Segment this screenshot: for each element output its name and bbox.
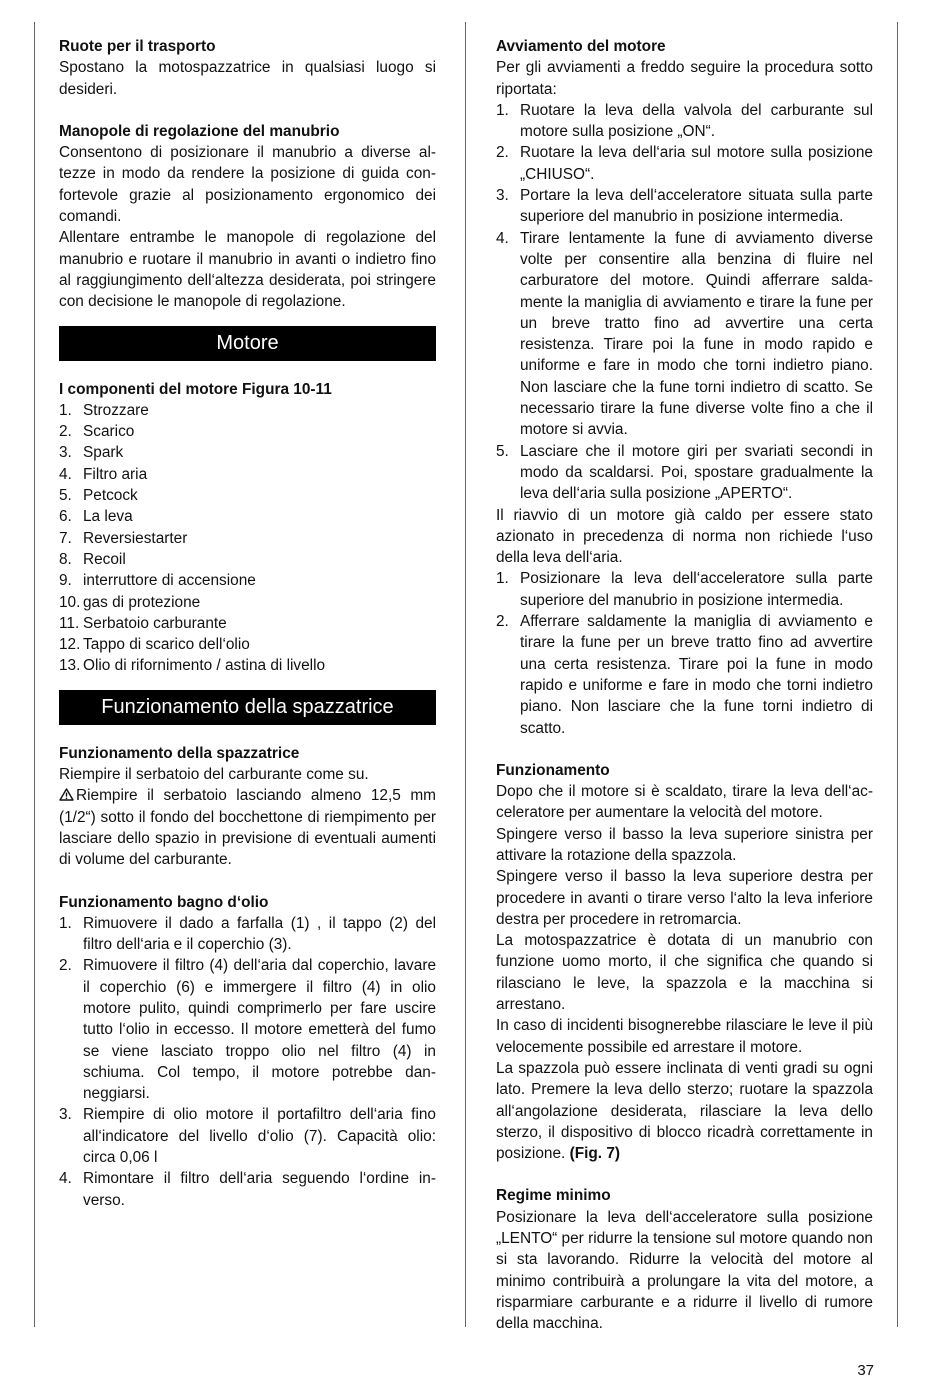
list-item: 2. Scarico xyxy=(59,423,135,441)
warning-icon xyxy=(59,788,74,801)
operation-paragraph: In caso di incidenti bisognerebbe rilasciare le leve il più velocemente possibile ed arrestare il motore. xyxy=(496,1017,873,1056)
list-item: 3. Riempire di olio motore il portafiltro dell‘aria fino all‘indicatore del livello d‘olio (7). Capacità olio: circa 0,06 l xyxy=(59,1106,436,1167)
list-item: 3. Spark xyxy=(59,444,124,462)
fuel-warning-text: Riempire il serbatoio lasciando almeno 12,5 mm (1/2“) sotto il fondo del bocchettone di riempimento per lasciare dello spazio in previsione di eventuali aumenti di volume del carburante. xyxy=(59,787,436,869)
list-item: 13. Olio di rifornimento / astina di livello xyxy=(59,657,326,675)
operation-paragraph: Spingere verso il basso la leva superiore destra per procedere in avanti o tirare verso l‘alto la leva inferiore destra per procedere in retromarcia. xyxy=(496,868,873,928)
operation-paragraph: La motospazzatrice è dotata di un manubrio con funzione uomo morto, il che significa che quando si rilasciano le leve, la spazzola e la macchina si arrestano. xyxy=(496,932,873,1014)
right-column xyxy=(496,36,873,1335)
list-item: 2. Ruotare la leva dell‘aria sul motore sulla posizione „CHIUSO“. xyxy=(496,144,873,183)
left-column xyxy=(59,36,436,1211)
idle-speed-text: Posizionare la leva dell‘acceleratore sulla posizione „LENTO“ per ridurre la tensione sul motore quando non si sta lavorando. Ridurre la velocità del motore al minimo contribuirà a prolungare la vita del motore, a risparmiare carburante e a ridurre il livello di rumore della macchina. xyxy=(496,1208,873,1333)
warm-start-steps xyxy=(496,568,873,738)
list-item: 1. Rimuovere il dado a farfalla (1) , il tappo (2) del filtro dell‘aria e il coperchio (3). xyxy=(59,914,436,954)
list-item: 1. Strozzare xyxy=(59,401,149,419)
handlebar-knobs-text: Consentono di posizionare il manubrio a diverse altezze in modo da rendere la posizione di guida confortevole grazie al posizionamento ergonomico dei comandi. xyxy=(59,144,436,226)
list-item: 4. Rimontare il filtro dell‘aria seguendo l‘ordine inverso. xyxy=(59,1170,436,1209)
handlebar-knobs-heading: Manopole di regolazione del manubrio xyxy=(59,122,340,140)
engine-start-intro: Per gli avviamenti a freddo seguire la procedura sotto riportata: xyxy=(496,59,873,98)
engine-components-list xyxy=(59,400,436,677)
list-item: 10. gas di protezione xyxy=(59,593,201,611)
list-item: 11. Serbatoio carburante xyxy=(59,614,227,632)
engine-components-heading: I componenti del motore Figura 10-11 xyxy=(59,380,332,398)
list-item: 3. Portare la leva dell‘acceleratore situata sulla parte superiore del manubrio in posizione intermedia. xyxy=(496,187,873,226)
oil-bath-steps xyxy=(59,913,436,1211)
operation-heading: Funzionamento xyxy=(496,761,610,779)
engine-start-heading: Avviamento del motore xyxy=(496,38,666,55)
sweeper-operation-banner: Funzionamento della spazzatrice xyxy=(59,690,436,725)
list-item: 1. Posizionare la leva dell‘acceleratore sulla parte superiore del manubrio in posizione intermedia. xyxy=(496,570,873,609)
operation-paragraph: Spingere verso il basso la leva superiore sinistra per attivare la rotazione della spazzola. xyxy=(496,825,873,864)
transport-wheels-text: Spostano la motospazzatrice in qualsiasi luogo si desideri. xyxy=(59,59,436,98)
list-item: 12. Tappo di scarico dell‘olio xyxy=(59,636,250,654)
sweeper-operation-heading: Funzionamento della spazzatrice xyxy=(59,744,300,762)
list-item: 5. Lasciare che il motore giri per svariati secondi in modo da scaldarsi. Poi, spostare gradualmente la leva dell‘aria sulla posizione „APERTO“. xyxy=(496,442,873,503)
list-item: 1. Ruotare la leva della valvola del carburante sul motore sulla posizione „ON“. xyxy=(496,101,873,141)
list-item: 2. Rimuovere il filtro (4) dell‘aria dal coperchio, lavare il coperchio (6) e immergere il filtro (4) in olio motore pulito, quindi comprimerlo per fare uscire tutto l‘olio in eccesso. Il motore emetterà del fumo se viene lasciato troppo olio nel filtro (4) in schiuma. Col tempo, il motore potrebbe danneggiarsi. xyxy=(59,957,436,1103)
idle-speed-heading: Regime minimo xyxy=(496,1187,611,1205)
oil-bath-heading: Funzionamento bagno d‘olio xyxy=(59,893,269,911)
list-item: 9. interruttore di accensione xyxy=(59,572,256,590)
center-column-rule xyxy=(465,22,466,1327)
transport-wheels-heading: Ruote per il trasporto xyxy=(59,38,216,55)
list-item: 2. Afferrare saldamente la maniglia di avviamento e tirare la fune per un breve tratto fino ad avvertire una certa resistenza. Tirare poi la fune in modo rapido e uniforme e fare in modo che torni indietro piano. Non lasciare che la fune torni indietro di scatto. xyxy=(496,613,873,737)
left-margin-rule xyxy=(34,22,35,1327)
list-item: 4. Filtro aria xyxy=(59,465,148,483)
operation-paragraph: Dopo che il motore si è scaldato, tirare la leva dell‘acceleratore per aumentare la velocità del motore. xyxy=(496,783,873,822)
figure-reference: (Fig. 7) xyxy=(569,1145,621,1163)
list-item: 5. Petcock xyxy=(59,487,138,505)
operation-paragraph: La spazzola può essere inclinata di venti gradi su ogni lato. Premere la leva dello sterzo; ruotare la spazzola all‘angolazione desiderata, rilasciare la leva dello sterzo, il dispositivo di blocco ricadrà correttamente in posizione. (Fig. 7) xyxy=(496,1059,873,1163)
sweeper-operation-text: Riempire il serbatoio del carburante come su. xyxy=(59,766,369,784)
list-item: 6. La leva xyxy=(59,508,133,526)
cold-start-steps xyxy=(496,100,873,505)
handlebar-knobs-instructions: Allentare entrambe le manopole di regolazione del manubrio e ruotare il manubrio in avanti o indietro fino al raggiungimento dell‘altezza desiderata, poi stringere con decisione le manopole di regolazione. xyxy=(59,229,436,311)
warm-restart-text: Il riavvio di un motore già caldo per essere stato azionato in precedenza di norma non richiede l‘uso della leva dell‘aria. xyxy=(496,506,873,567)
list-item: 8. Recoil xyxy=(59,550,126,568)
list-item: 7. Reversiestarter xyxy=(59,529,188,547)
page-number: 37 xyxy=(857,1362,874,1379)
list-item: 4. Tirare lentamente la fune di avviamento diverse volte per consentire alla benzina di fluire nel carburatore del motore. Quindi afferrare saldamente la maniglia di avviamento e tirare la fune per un breve tratto fino ad avvertire una certa resistenza. Tirare poi la fune in modo rapido e uniforme e fare in modo che torni indietro piano. Non lasciare che la fune torni indietro di scatto. Se necessario tirare la fune diverse volte fino a che il motore si avvia. xyxy=(496,229,873,439)
motore-section-banner: Motore xyxy=(59,326,436,361)
right-margin-rule xyxy=(897,22,898,1327)
